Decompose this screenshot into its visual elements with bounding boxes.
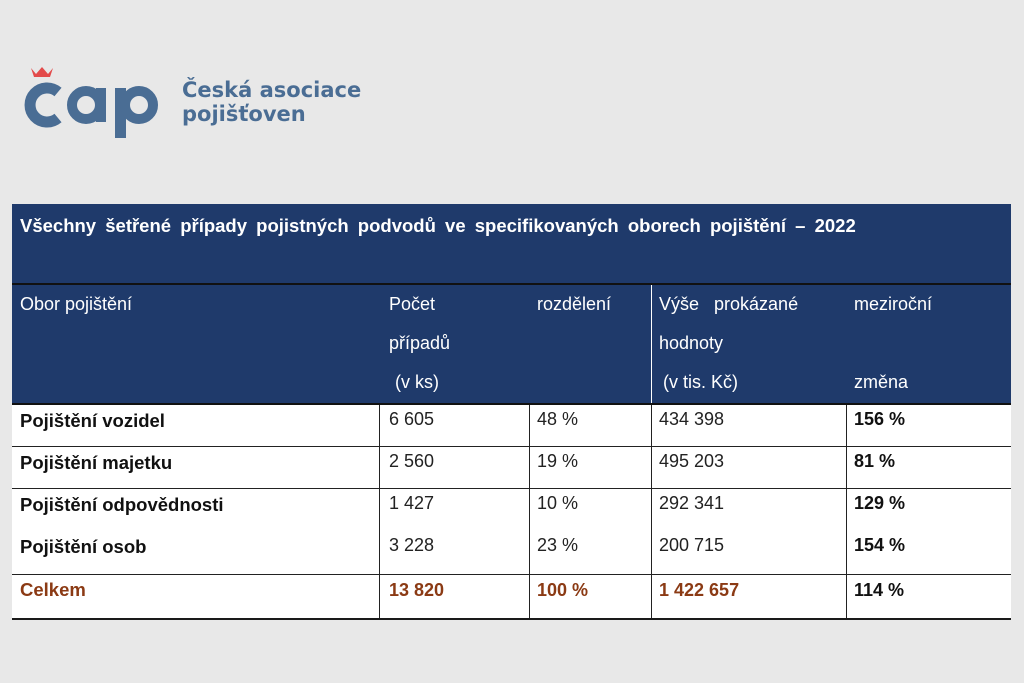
row-count: 3 228: [389, 535, 435, 555]
row-count: 2 560: [389, 451, 435, 471]
table-title: Všechny šetřené případy pojistných podvodů ve specifikovaných oborech pojištění – 2022: [20, 215, 856, 236]
brand-name-line1: Česká asociace: [182, 78, 362, 102]
fraud-table: [12, 204, 1011, 620]
row-share: 10 %: [537, 493, 579, 513]
cap-logo-icon: [24, 62, 174, 142]
row-label: Pojištění odpovědnosti: [20, 494, 224, 515]
row-value: 434 398: [659, 409, 725, 429]
header-vyse-l1: Výše prokázané: [659, 294, 799, 314]
row-label: Pojištění majetku: [20, 452, 173, 473]
table-header: [12, 285, 1011, 405]
row-divider: [12, 488, 1011, 489]
row-change: 81 %: [854, 451, 896, 471]
col-divider: [529, 405, 530, 618]
total-share: 100 %: [537, 580, 589, 600]
row-change: 154 %: [854, 535, 906, 555]
header-obor: Obor pojištění: [20, 294, 133, 314]
total-label: Celkem: [20, 579, 86, 600]
header-vyse-l3: (v tis. Kč): [663, 372, 738, 392]
row-change: 129 %: [854, 493, 906, 513]
row-value: 292 341: [659, 493, 725, 513]
row-label: Pojištění vozidel: [20, 410, 165, 431]
row-share: 19 %: [537, 451, 579, 471]
total-change: 114 %: [854, 580, 905, 600]
table-title-bar: [12, 204, 1011, 285]
total-value: 1 422 657: [659, 580, 740, 600]
total-count: 13 820: [389, 580, 445, 600]
row-change: 156 %: [854, 409, 906, 429]
row-value: 495 203: [659, 451, 725, 471]
row-count: 1 427: [389, 493, 435, 513]
header-pocet-l3: (v ks): [395, 372, 439, 392]
col-divider: [651, 405, 652, 618]
header-pocet-l2: případů: [389, 333, 451, 353]
header-vyse-l2: hodnoty: [659, 333, 724, 353]
row-value: 200 715: [659, 535, 725, 555]
row-count: 6 605: [389, 409, 435, 429]
header-pocet-l1: Počet: [389, 294, 436, 314]
header-mezirocni-l1: meziroční: [854, 294, 933, 314]
cap-logo: [24, 62, 384, 142]
col-divider: [379, 405, 380, 618]
header-mezirocni-l2: změna: [854, 372, 909, 392]
row-divider: [12, 574, 1011, 575]
row-share: 23 %: [537, 535, 579, 555]
row-divider: [12, 446, 1011, 447]
brand-name-line2: pojišťoven: [182, 102, 306, 126]
row-share: 48 %: [537, 409, 579, 429]
header-divider: [651, 285, 652, 403]
row-label: Pojištění osob: [20, 536, 147, 557]
header-rozdeleni: rozdělení: [537, 294, 612, 314]
col-divider: [846, 405, 847, 618]
